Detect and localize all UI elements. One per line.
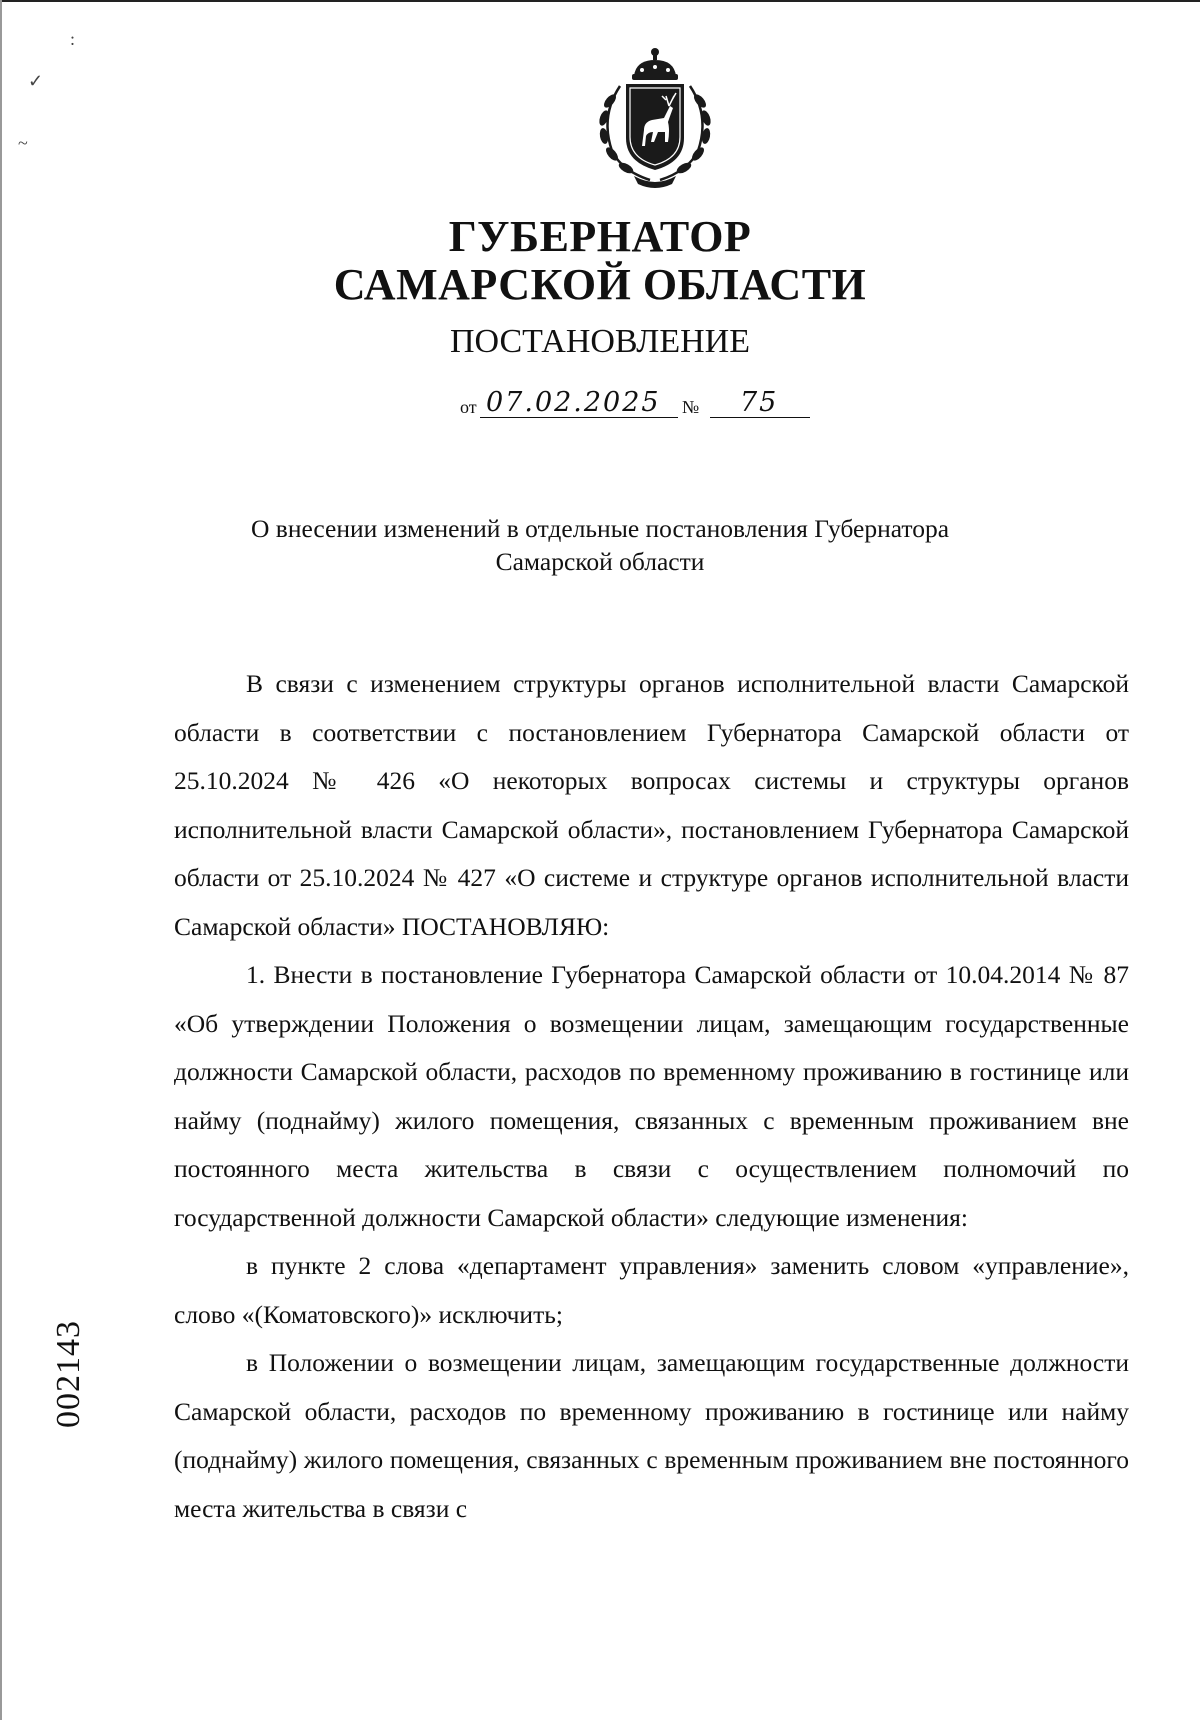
registration-row	[460, 384, 860, 424]
number-prefix: №	[682, 397, 700, 417]
document-subject	[160, 512, 1040, 578]
date-prefix: от	[460, 397, 477, 417]
issuer-title-line1: ГУБЕРНАТОР	[448, 212, 752, 261]
body-paragraph-4: в Положении о возмещении лицам, замещающим государственные должности Самарской области, расходов по временному проживанию в гостинице или найму (поднайму) жилого помещения, связанных с временным проживанием вне постоянного места жительства в связи с	[174, 1348, 1129, 1523]
margin-serial-number: 002143	[50, 1320, 87, 1428]
handwritten-date: 07.02.2025	[486, 387, 661, 418]
document-body	[174, 660, 1129, 1533]
scan-speck: ~	[18, 133, 28, 153]
subject-line2: Самарской области	[495, 547, 705, 576]
body-paragraph-1: В связи с изменением структуры органов исполнительной власти Самарской области в соответствии с постановлением Губернатора Самарской области от 25.10.2024 № 426 «О некоторых вопросах системы и структуры органов исполнительной власти Самарской области», постановлением Губернатора Самарской области от 25.10.2024 № 427 «О системе и структуре органов исполнительной власти Самарской области» ПОСТАНОВЛЯЮ:	[174, 669, 1129, 941]
scan-top-edge	[0, 0, 1200, 2]
scan-speck: :	[70, 29, 76, 49]
body-paragraph-3: в пункте 2 слова «департамент управления» заменить словом «управление», слово «(Коматовского)» исключить;	[174, 1251, 1129, 1329]
coat-of-arms-icon	[590, 46, 720, 188]
issuer-title-line2: САМАРСКОЙ ОБЛАСТИ	[333, 260, 867, 309]
scan-speck: ✓	[28, 71, 44, 91]
handwritten-number: 75	[740, 387, 779, 418]
subject-line1: О внесении изменений в отдельные постановления Губернатора	[250, 514, 950, 543]
body-paragraph-2: 1. Внести в постановление Губернатора Самарской области от 10.04.2014 № 87 «Об утверждении Положения о возмещении лицам, замещающим государственные должности Самарской области, расходов по временному проживанию в гостинице или найму (поднайму) жилого помещения, связанных с временным проживанием вне постоянного места жительства в связи с осуществлением полномочий по государственной должности Самарской области» следующие изменения:	[174, 960, 1129, 1232]
document-type: ПОСТАНОВЛЕНИЕ	[449, 323, 751, 360]
